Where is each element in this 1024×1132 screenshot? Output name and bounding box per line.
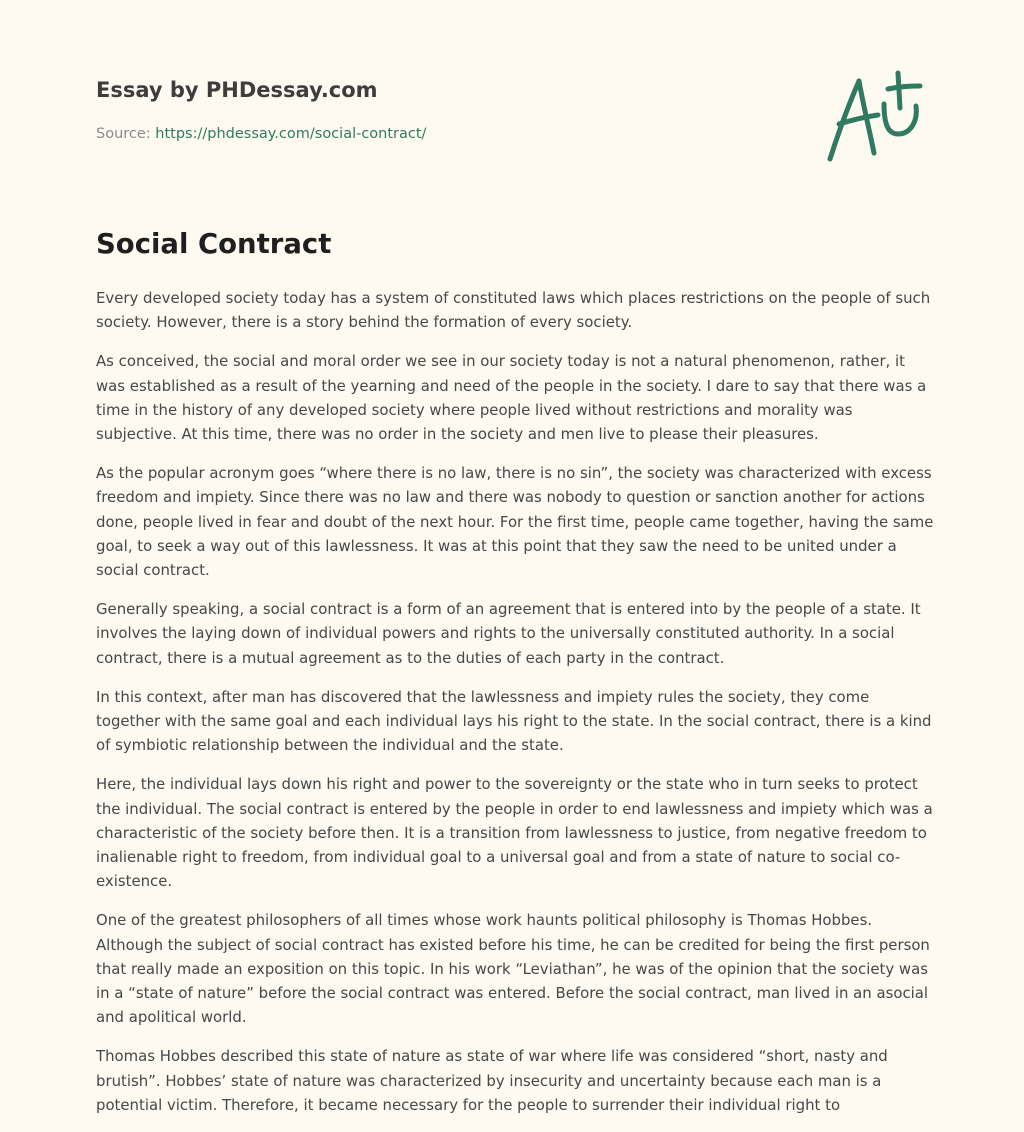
essay-paragraph: Thomas Hobbes described this state of nature as state of war where life was considered “short, nasty and brutish”. Hobbes’ state of nature was characterized by insecurity and uncertainty because each man is a potential victim. Therefore, it became necessary for the people to surrender their individual right to [96,1047,888,1114]
essay-title: Social Contract [96,228,332,260]
essay-paragraph: Here, the individual lays down his right and power to the sovereignty or the state who in turn seeks to protect the individual. The social contract is entered by the people in order to end lawlessness and impiety which was a characteristic of the society before then. It is a transition from lawlessness to justice, from negative freedom to inalienable right to freedom, from individual goal to a universal goal and from a state of nature to social co-existence. [96,775,933,891]
essay-paragraph: As conceived, the social and moral order we see in our society today is not a natural phenomenon, rather, it was established as a result of the yearning and need of the people in the society. I dare to say that there was a time in the history of any developed society where people lived without restrictions and morality was subjective. At this time, there was no order in the society and men live to please their pleasures. [96,352,927,444]
source-line [96,124,426,144]
essay-paragraph: Generally speaking, a social contract is a form of an agreement that is entered into by the people of a state. It involves the laying down of individual powers and rights to the universally constituted authority. In a social contract, there is a mutual agreement as to the duties of each party in the contract. [96,600,921,667]
essay-paragraph: One of the greatest philosophers of all times whose work haunts political philosophy is Thomas Hobbes. Although the subject of social contract has existed before his time, he can be credited for being the first person that really made an exposition on this topic. In his work “Leviathan”, he was of the opinion that the society was in a “state of nature” before the social contract was entered. Before the social contract, man lived in an asocial and apolitical world. [96,911,930,1027]
page-header [96,76,928,176]
essay-paragraph: In this context, after man has discovered that the lawlessness and impiety rules the society, they come together with the same goal and each individual lays his right to the state. In the social contract, there is a kind of symbiotic relationship between the individual and the state. [96,687,932,755]
site-title: Essay by PHDessay.com [96,78,378,102]
a-plus-grade-icon [822,68,926,164]
essay-paragraph: Every developed society today has a system of constituted laws which places restrictions on the people of such society. However, there is a story behind the formation of every society. [96,289,931,332]
essay-content [96,224,934,1132]
source-label: Source: [96,126,151,142]
source-link[interactable]: https://phdessay.com/social-contract/ [155,126,427,142]
essay-paragraph: As the popular acronym goes “where there is no law, there is no sin”, the society was characterized with excess freedom and impiety. Since there was no law and there was nobody to question or sanction another for actions done, people lived in fear and doubt of the next hour. For the first time, people came together, having the same goal, to seek a way out of this lawlessness. It was at this point that they saw the need to be united under a social contract. [96,464,934,580]
